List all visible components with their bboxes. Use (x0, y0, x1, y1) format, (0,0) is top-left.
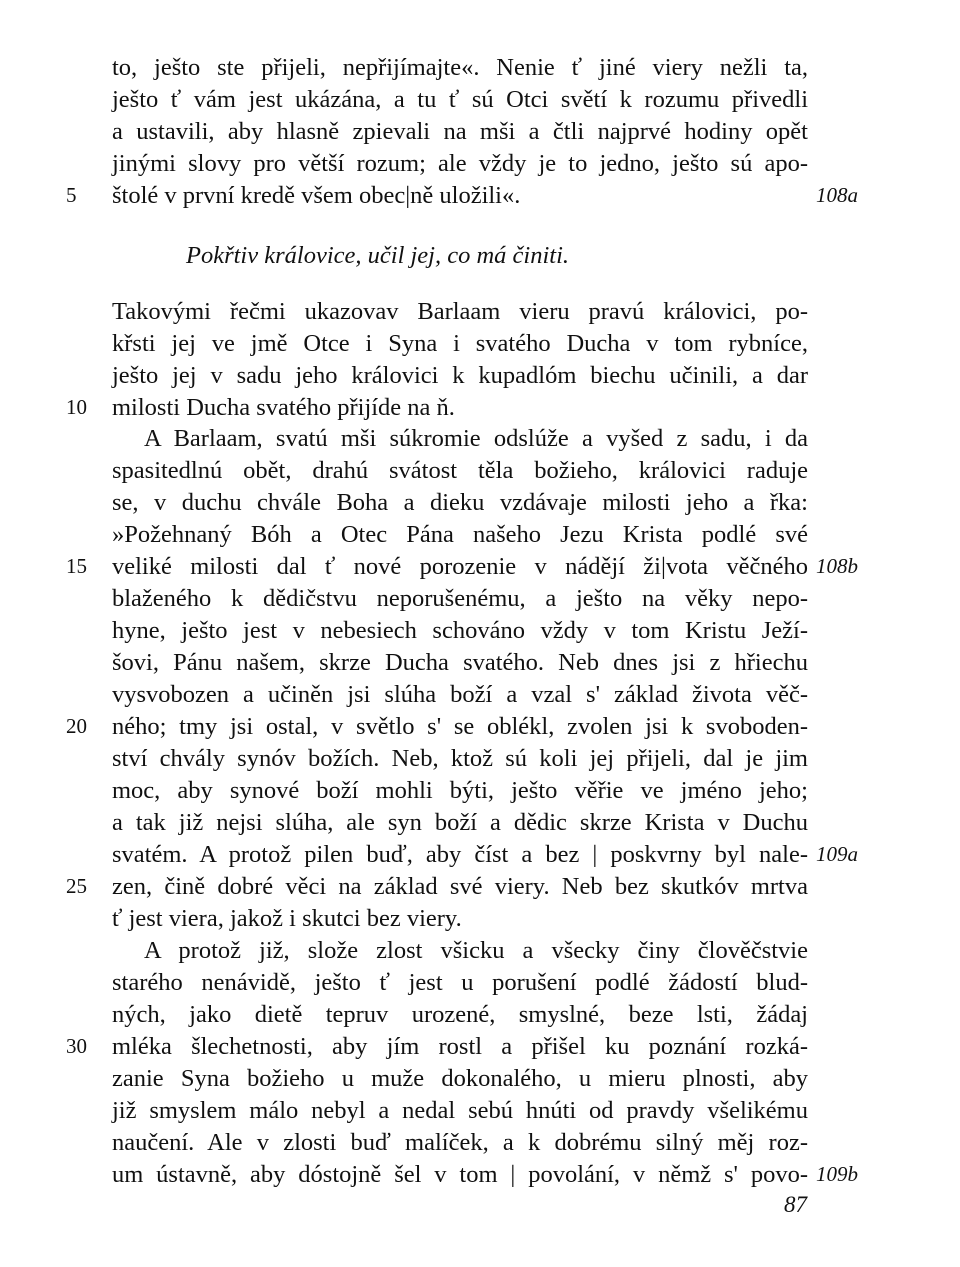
text-line: vysvobozen a učiněn jsi slúha boží a vzal s' základ života věč- (112, 681, 808, 708)
text-line: ješto ť vám jest ukázána, a tu ť sú Otci světí k rozumu přivedli (112, 86, 808, 113)
text-line: již smyslem málo nebyl a nedal sebú hnúti od pravdy všelikému (112, 1097, 808, 1124)
line-number: 10 (66, 395, 87, 419)
text-line: a tak již nejsi slúha, ale syn boží a dědic skrze Krista v Duchu (112, 809, 808, 836)
text-line: ť jest viera, jakož i skutci bez viery. (112, 905, 462, 932)
text-line: um ústavně, aby dóstojně šel v tom | povolání, v němž s' povo- (112, 1161, 808, 1188)
text-line: moc, aby synové boží mohli býti, ješto věřie ve jméno jeho; (112, 777, 808, 804)
text-line: spasitedlnú obět, drahú svátost těla božieho, královici raduje (112, 457, 808, 484)
text-line: se, v duchu chvále Boha a dieku vzdávaje milosti jeho a řka: (112, 489, 808, 516)
margin-folio-mark: 108b (816, 554, 858, 578)
line-number: 25 (66, 874, 87, 898)
text-line: »Požehnaný Bóh a Otec Pána našeho Jezu Krista podlé své (112, 521, 808, 548)
margin-folio-mark: 109a (816, 842, 858, 866)
line-number: 30 (66, 1034, 87, 1058)
line-number: 5 (66, 183, 77, 207)
text-line: ného; tmy jsi ostal, v světlo s' se oblékl, zvolen jsi k svoboden- (112, 713, 808, 740)
text-line: štolé v první kredě všem obec|ně uložili«. (112, 182, 521, 209)
text-line: a ustavili, aby hlasně zpievali na mši a čtli najprvé hodiny opět (112, 118, 808, 145)
page-number: 87 (784, 1192, 807, 1217)
text-line: Takovými řečmi ukazovav Barlaam vieru pravú královici, po- (112, 298, 808, 325)
text-line: hyne, ješto jest v nebesiech schováno vždy v tom Kristu Ježí- (112, 617, 808, 644)
text-line: křsti jej ve jmě Otce i Syna i svatého Ducha v tom rybníce, (112, 330, 808, 357)
text-line: šovi, Pánu našem, skrze Ducha svatého. Neb dnes jsi z hřiechu (112, 649, 808, 676)
text-line: ných, jako dietě tepruv urozené, smyslné, beze lsti, žádaj (112, 1001, 808, 1028)
margin-folio-mark: 108a (816, 183, 858, 207)
line-number: 20 (66, 714, 87, 738)
line-number: 15 (66, 554, 87, 578)
text-line: naučení. Ale v zlosti buď malíček, a k dobrému silný měj roz- (112, 1129, 808, 1156)
text-line: blaženého k dědičstvu neporušenému, a ješto na věky nepo- (112, 585, 808, 612)
text-line: ství chvály synóv božích. Neb, ktož sú koli jej přijeli, dal je jim (112, 745, 808, 772)
section-heading: Pokřtiv královice, učil jej, co má činiti. (186, 242, 570, 269)
text-line: starého nenávidě, ješto ť jest u porušení podlé žádostí blud- (112, 969, 808, 996)
text-line: jinými slovy pro větší rozum; ale vždy je to jedno, ješto sú apo- (112, 150, 808, 177)
text-line: milosti Ducha svatého přijíde na ň. (112, 394, 455, 421)
text-line: svatém. A protož pilen buď, aby číst a bez | poskvrny byl nale- (112, 841, 808, 868)
text-line: zanie Syna božieho u muže dokonalého, u mieru plnosti, aby (112, 1065, 808, 1092)
text-line: zen, čině dobré věci na základ své viery. Neb bez skutkóv mrtva (112, 873, 808, 900)
text-line: A Barlaam, svatú mši súkromie odslúže a vyšed z sadu, i da (144, 425, 808, 452)
margin-folio-mark: 109b (816, 1162, 858, 1186)
text-line: to, ješto ste přijeli, nepřijímajte«. Nenie ť jiné viery nežli ta, (112, 54, 808, 81)
text-line: ješto jej v sadu jeho královici k kupadlóm biechu učinili, a dar (112, 362, 808, 389)
text-line: A protož již, slože zlost všicku a všecky činy člověčstvie (144, 937, 808, 964)
text-line: mléka šlechetnosti, aby jím rostl a přišel ku poznání rozká- (112, 1033, 808, 1060)
text-line: veliké milosti dal ť nové porozenie v nádějí ži|vota věčného (112, 553, 808, 580)
